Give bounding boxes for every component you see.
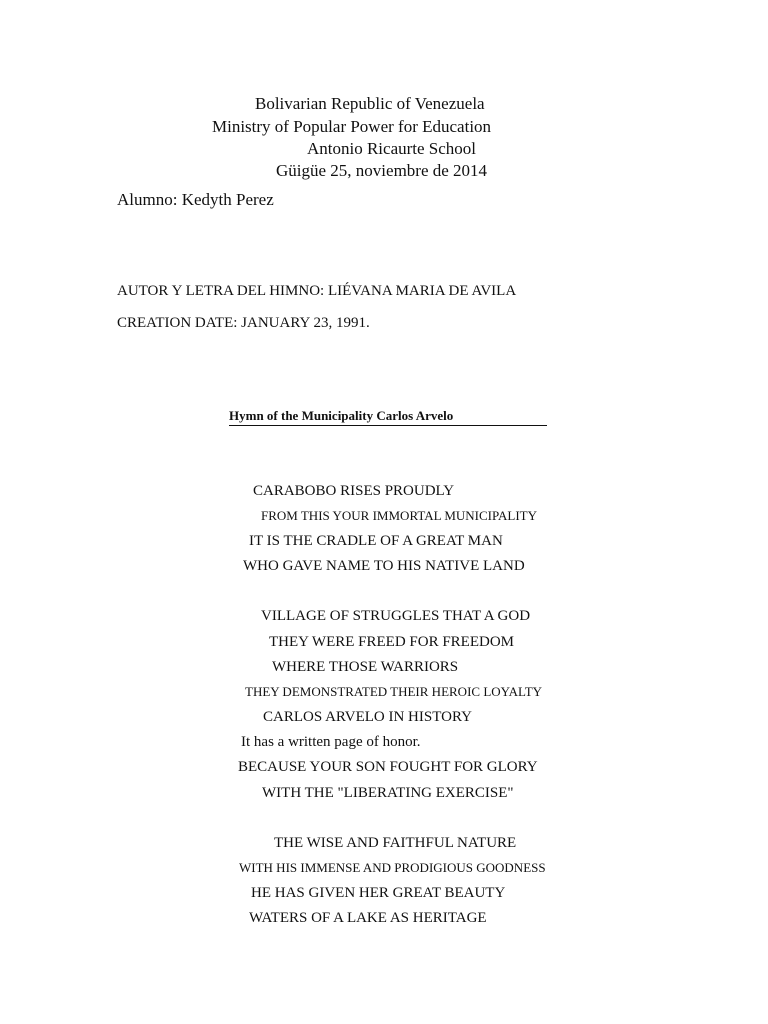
verse-line: VILLAGE OF STRUGGLES THAT A GOD [261,608,531,624]
student-name: Alumno: Kedyth Perez [117,190,274,209]
verse-line: WITH HIS IMMENSE AND PRODIGIOUS GOODNESS [239,860,546,875]
verse-line: FROM THIS YOUR IMMORTAL MUNICIPALITY [261,508,538,523]
school-name: Antonio Ricaurte School [307,139,477,158]
verse-line: BECAUSE YOUR SON FOUGHT FOR GLORY [238,759,538,775]
verse-line: WITH THE "LIBERATING EXERCISE" [262,785,514,801]
verse-line: IT IS THE CRADLE OF A GREAT MAN [249,533,503,549]
verse-line: WHO GAVE NAME TO HIS NATIVE LAND [243,558,525,574]
verse-line: THE WISE AND FAITHFUL NATURE [274,835,517,851]
verse-line: WATERS OF A LAKE AS HERITAGE [249,910,487,926]
verse-line: CARABOBO RISES PROUDLY [253,483,455,499]
ministry-name: Ministry of Popular Power for Education [212,117,492,136]
verse-line: THEY DEMONSTRATED THEIR HEROIC LOYALTY [245,684,543,699]
verse-line: HE HAS GIVEN HER GREAT BEAUTY [251,885,506,901]
place-date: Güigüe 25, noviembre de 2014 [276,161,488,180]
hymn-author: AUTOR Y LETRA DEL HIMNO: LIÉVANA MARIA DE AVILA [117,283,517,299]
country-name: Bolivarian Republic of Venezuela [255,94,485,113]
hymn-title: Hymn of the Municipality Carlos Arvelo [229,409,547,426]
verse-line: THEY WERE FREED FOR FREEDOM [269,634,515,650]
verse-line: It has a written page of honor. [241,734,421,750]
verse-line: CARLOS ARVELO IN HISTORY [263,709,472,725]
creation-date: CREATION DATE: JANUARY 23, 1991. [117,315,370,331]
verse-line: WHERE THOSE WARRIORS [272,659,459,675]
